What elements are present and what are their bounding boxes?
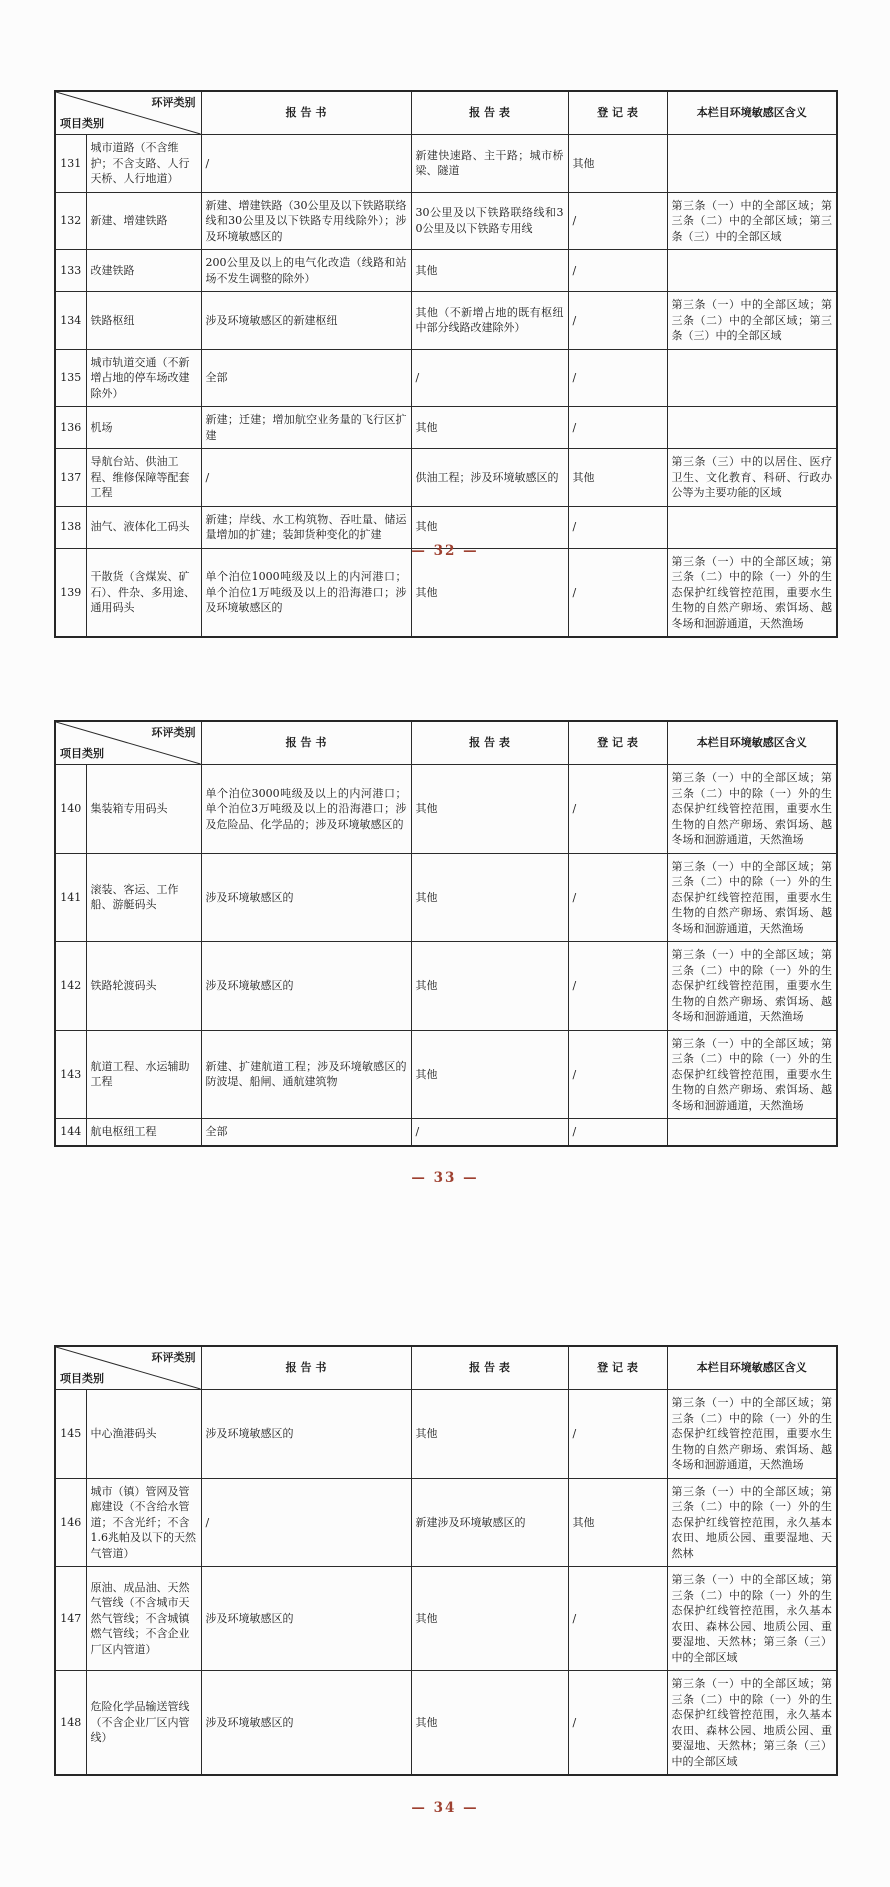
report-table-cell: 其他 — [411, 250, 568, 292]
sensitive-area-meaning-cell: 第三条（一）中的全部区域；第三条（二）中的除（一）外的生态保护红线管控范围，重要水生生物的自然产卵场、索饵场、越冬场和洄游通道，天然渔场 — [667, 853, 837, 942]
report-table-cell: 其他 — [411, 765, 568, 854]
category-cell: 航道工程、水运辅助工程 — [86, 1030, 201, 1119]
report-table-cell: 其他 — [411, 853, 568, 942]
category-cell: 铁路轮渡码头 — [86, 942, 201, 1031]
sensitive-area-meaning-cell: 第三条（一）中的全部区域；第三条（二）中的除（一）外的生态保护红线管控范围，永久基本农田、地质公园、重要湿地、天然林 — [667, 1478, 837, 1567]
row-number-cell: 140 — [55, 765, 86, 854]
category-cell: 城市轨道交通（不新增占地的停车场改建除外） — [86, 349, 201, 407]
report-book-cell: / — [201, 135, 411, 193]
table-row — [55, 449, 837, 507]
category-cell: 原油、成品油、天然气管线（不含城市天然气管线；不含城镇燃气管线；不含企业厂区内管道） — [86, 1567, 201, 1671]
header-report-table: 报 告 表 — [411, 1346, 568, 1390]
report-table-cell: 其他 — [411, 1030, 568, 1119]
sensitive-area-meaning-cell: 第三条（一）中的全部区域；第三条（二）中的除（一）外的生态保护红线管控范围，永久基本农田、森林公园、地质公园、重要湿地、天然林；第三条（三）中的全部区域 — [667, 1567, 837, 1671]
category-cell: 导航台站、供油工程、维修保障等配套工程 — [86, 449, 201, 507]
row-number-cell: 142 — [55, 942, 86, 1031]
registration-cell: / — [568, 1671, 667, 1776]
page-number-34: — 34 — — [411, 1800, 479, 1816]
table-row — [55, 853, 837, 942]
report-book-cell: 单个泊位3000吨级及以上的内河港口；单个泊位3万吨级及以上的沿海港口；涉及危险品、化学品的；涉及环境敏感区的 — [201, 765, 411, 854]
row-number-cell: 139 — [55, 548, 86, 637]
sensitive-area-meaning-cell — [667, 349, 837, 407]
report-book-cell: 涉及环境敏感区的新建枢纽 — [201, 292, 411, 350]
registration-cell: 其他 — [568, 1478, 667, 1567]
report-book-cell: 涉及环境敏感区的 — [201, 942, 411, 1031]
header-sensitive-area-meaning: 本栏目环境敏感区含义 — [667, 1346, 837, 1390]
header-report-book: 报 告 书 — [201, 721, 411, 765]
report-book-cell: 全部 — [201, 1119, 411, 1146]
report-table-cell: 其他（不新增占地的既有枢纽中部分线路改建除外） — [411, 292, 568, 350]
table-row — [55, 942, 837, 1031]
row-number-cell: 137 — [55, 449, 86, 507]
sensitive-area-meaning-cell — [667, 1119, 837, 1146]
category-cell: 机场 — [86, 407, 201, 449]
row-number-cell: 135 — [55, 349, 86, 407]
sensitive-area-meaning-cell: 第三条（一）中的全部区域；第三条（二）中的全部区域；第三条（三）中的全部区域 — [667, 292, 837, 350]
sensitive-area-meaning-cell: 第三条（一）中的全部区域；第三条（二）中的除（一）外的生态保护红线管控范围，永久基本农田、森林公园、地质公园、重要湿地、天然林；第三条（三）中的全部区域 — [667, 1671, 837, 1776]
category-cell: 城市（镇）管网及管廊建设（不含给水管道；不含光纤；不含1.6兆帕及以下的天然气管道） — [86, 1478, 201, 1567]
report-book-cell: 200公里及以上的电气化改造（线路和站场不发生调整的除外） — [201, 250, 411, 292]
category-cell: 城市道路（不含维护；不含支路、人行天桥、人行地道） — [86, 135, 201, 193]
report-table-cell: 其他 — [411, 548, 568, 637]
report-book-cell: / — [201, 449, 411, 507]
category-cell: 新建、增建铁路 — [86, 192, 201, 250]
header-report-book: 报 告 书 — [201, 1346, 411, 1390]
row-number-cell: 141 — [55, 853, 86, 942]
registration-cell: / — [568, 1119, 667, 1146]
header-project-category-label: 项目类别 — [60, 116, 104, 130]
eia-table-section-p34 — [54, 1345, 836, 1776]
row-number-cell: 138 — [55, 506, 86, 548]
registration-cell: 其他 — [568, 135, 667, 193]
report-book-cell: 新建；岸线、水工构筑物、吞吐量、储运量增加的扩建；装卸货种变化的扩建 — [201, 506, 411, 548]
sensitive-area-meaning-cell — [667, 407, 837, 449]
sensitive-area-meaning-cell — [667, 135, 837, 193]
table-row — [55, 292, 837, 350]
report-table-cell: 其他 — [411, 1567, 568, 1671]
header-project-category-label: 项目类别 — [60, 746, 104, 760]
registration-cell: / — [568, 765, 667, 854]
category-cell: 危险化学品输送管线（不含企业厂区内管线） — [86, 1671, 201, 1776]
table-row — [55, 250, 837, 292]
sensitive-area-meaning-cell: 第三条（一）中的全部区域；第三条（二）中的除（一）外的生态保护红线管控范围，重要水生生物的自然产卵场、索饵场、越冬场和洄游通道，天然渔场 — [667, 548, 837, 637]
eia-category-table — [54, 720, 838, 1147]
header-registration-table: 登 记 表 — [568, 1346, 667, 1390]
category-cell: 干散货（含煤炭、矿石）、件杂、多用途、通用码头 — [86, 548, 201, 637]
registration-cell: / — [568, 407, 667, 449]
row-number-cell: 143 — [55, 1030, 86, 1119]
table-header-row — [55, 91, 837, 135]
header-report-table: 报 告 表 — [411, 91, 568, 135]
registration-cell: / — [568, 1030, 667, 1119]
table-header-row — [55, 721, 837, 765]
category-cell: 铁路枢纽 — [86, 292, 201, 350]
page-number-32: — 32 — — [411, 543, 479, 559]
table-row — [55, 349, 837, 407]
report-table-cell: 其他 — [411, 1390, 568, 1479]
row-number-cell: 134 — [55, 292, 86, 350]
row-number-cell: 146 — [55, 1478, 86, 1567]
table-row — [55, 1119, 837, 1146]
report-book-cell: 单个泊位1000吨级及以上的内河港口；单个泊位1万吨级及以上的沿海港口；涉及环境敏感区的 — [201, 548, 411, 637]
report-book-cell: 新建、增建铁路（30公里及以下铁路联络线和30公里及以下铁路专用线除外）；涉及环境敏感区的 — [201, 192, 411, 250]
row-number-cell: 133 — [55, 250, 86, 292]
table-row — [55, 1478, 837, 1567]
sensitive-area-meaning-cell — [667, 506, 837, 548]
registration-cell: / — [568, 548, 667, 637]
header-eia-category-label: 环评类别 — [151, 726, 196, 739]
report-book-cell: 涉及环境敏感区的 — [201, 853, 411, 942]
sensitive-area-meaning-cell: 第三条（一）中的全部区域；第三条（二）中的全部区域；第三条（三）中的全部区域 — [667, 192, 837, 250]
diagonal-header-cell — [55, 721, 201, 765]
row-number-cell: 147 — [55, 1567, 86, 1671]
category-cell: 航电枢纽工程 — [86, 1119, 201, 1146]
row-number-cell: 144 — [55, 1119, 86, 1146]
diagonal-header-cell — [55, 91, 201, 135]
registration-cell: / — [568, 192, 667, 250]
registration-cell: / — [568, 1567, 667, 1671]
table-row — [55, 135, 837, 193]
sensitive-area-meaning-cell: 第三条（一）中的全部区域；第三条（二）中的除（一）外的生态保护红线管控范围，重要水生生物的自然产卵场、索饵场、越冬场和洄游通道，天然渔场 — [667, 1390, 837, 1479]
registration-cell: / — [568, 292, 667, 350]
report-table-cell: 其他 — [411, 407, 568, 449]
report-book-cell: 新建、扩建航道工程；涉及环境敏感区的防波堤、船闸、通航建筑物 — [201, 1030, 411, 1119]
sensitive-area-meaning-cell: 第三条（三）中的以居住、医疗卫生、文化教育、科研、行政办公等为主要功能的区域 — [667, 449, 837, 507]
eia-category-table — [54, 1345, 838, 1776]
header-eia-category-label: 环评类别 — [151, 96, 196, 109]
table-row — [55, 1567, 837, 1671]
report-table-cell: 新建快速路、主干路；城市桥梁、隧道 — [411, 135, 568, 193]
category-cell: 油气、液体化工码头 — [86, 506, 201, 548]
table-row — [55, 765, 837, 854]
table-row — [55, 1671, 837, 1776]
registration-cell: / — [568, 942, 667, 1031]
report-table-cell: 其他 — [411, 506, 568, 548]
header-sensitive-area-meaning: 本栏目环境敏感区含义 — [667, 91, 837, 135]
category-cell: 集装箱专用码头 — [86, 765, 201, 854]
header-report-table: 报 告 表 — [411, 721, 568, 765]
registration-cell: / — [568, 853, 667, 942]
report-book-cell: 新建；迁建；增加航空业务量的飞行区扩建 — [201, 407, 411, 449]
table-row — [55, 407, 837, 449]
sensitive-area-meaning-cell: 第三条（一）中的全部区域；第三条（二）中的除（一）外的生态保护红线管控范围，重要水生生物的自然产卵场、索饵场、越冬场和洄游通道，天然渔场 — [667, 765, 837, 854]
report-book-cell: 涉及环境敏感区的 — [201, 1671, 411, 1776]
report-table-cell: / — [411, 1119, 568, 1146]
table-row — [55, 1030, 837, 1119]
report-book-cell: 涉及环境敏感区的 — [201, 1390, 411, 1479]
header-sensitive-area-meaning: 本栏目环境敏感区含义 — [667, 721, 837, 765]
table-header-row — [55, 1346, 837, 1390]
report-table-cell: 其他 — [411, 1671, 568, 1776]
registration-cell: / — [568, 1390, 667, 1479]
table-row — [55, 192, 837, 250]
category-cell: 滚装、客运、工作船、游艇码头 — [86, 853, 201, 942]
table-row — [55, 506, 837, 548]
sensitive-area-meaning-cell — [667, 250, 837, 292]
diagonal-header-cell — [55, 1346, 201, 1390]
category-cell: 改建铁路 — [86, 250, 201, 292]
report-book-cell: 涉及环境敏感区的 — [201, 1567, 411, 1671]
header-registration-table: 登 记 表 — [568, 721, 667, 765]
sensitive-area-meaning-cell: 第三条（一）中的全部区域；第三条（二）中的除（一）外的生态保护红线管控范围，重要水生生物的自然产卵场、索饵场、越冬场和洄游通道，天然渔场 — [667, 1030, 837, 1119]
row-number-cell: 132 — [55, 192, 86, 250]
registration-cell: / — [568, 349, 667, 407]
report-table-cell: / — [411, 349, 568, 407]
eia-table-section-p33 — [54, 720, 836, 1147]
report-book-cell: 全部 — [201, 349, 411, 407]
report-book-cell: / — [201, 1478, 411, 1567]
row-number-cell: 131 — [55, 135, 86, 193]
table-row — [55, 1390, 837, 1479]
report-table-cell: 供油工程；涉及环境敏感区的 — [411, 449, 568, 507]
header-registration-table: 登 记 表 — [568, 91, 667, 135]
registration-cell: 其他 — [568, 449, 667, 507]
registration-cell: / — [568, 506, 667, 548]
report-table-cell: 30公里及以下铁路联络线和30公里及以下铁路专用线 — [411, 192, 568, 250]
header-project-category-label: 项目类别 — [60, 1371, 104, 1385]
row-number-cell: 145 — [55, 1390, 86, 1479]
header-report-book: 报 告 书 — [201, 91, 411, 135]
registration-cell: / — [568, 250, 667, 292]
header-eia-category-label: 环评类别 — [151, 1351, 196, 1364]
sensitive-area-meaning-cell: 第三条（一）中的全部区域；第三条（二）中的除（一）外的生态保护红线管控范围，重要水生生物的自然产卵场、索饵场、越冬场和洄游通道，天然渔场 — [667, 942, 837, 1031]
report-table-cell: 其他 — [411, 942, 568, 1031]
page-number-33: — 33 — — [411, 1170, 479, 1186]
row-number-cell: 136 — [55, 407, 86, 449]
category-cell: 中心渔港码头 — [86, 1390, 201, 1479]
report-table-cell: 新建涉及环境敏感区的 — [411, 1478, 568, 1567]
table-row — [55, 548, 837, 637]
row-number-cell: 148 — [55, 1671, 86, 1776]
